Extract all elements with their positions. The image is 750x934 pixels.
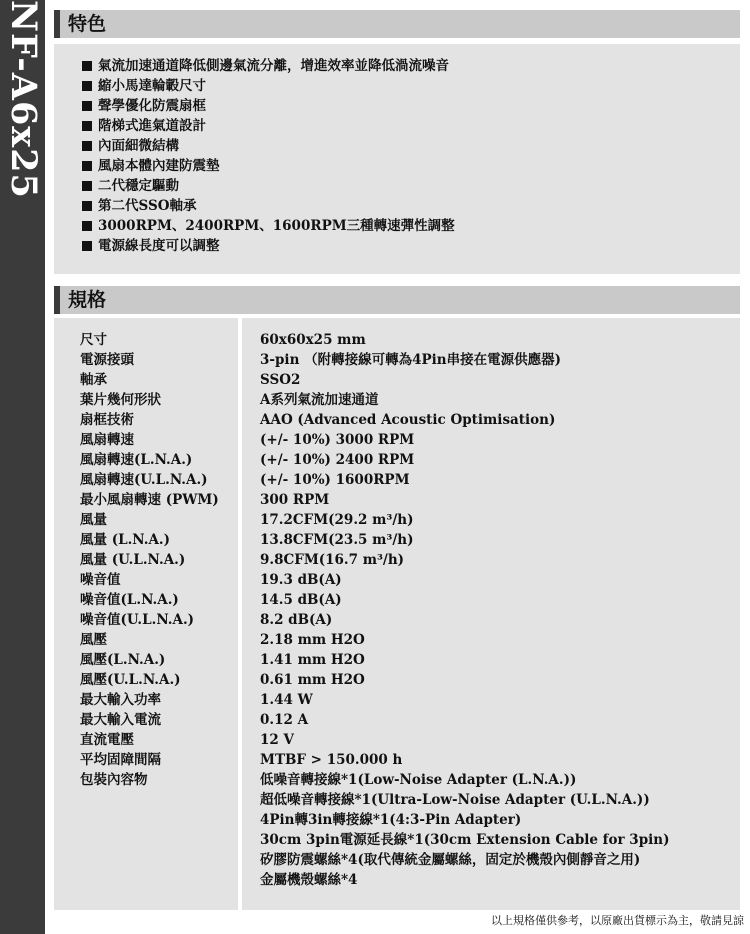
spec-label: 風壓 (80, 632, 107, 648)
spec-labels-panel (54, 318, 238, 910)
spec-value: 矽膠防震螺絲*4(取代傳統金屬螺絲，固定於機殼內側靜音之用) (260, 852, 641, 868)
spec-value: 9.8CFM(16.7 m³/h) (260, 552, 405, 568)
feature-text: 階梯式進氣道設計 (98, 118, 206, 134)
spec-value: A系列氣流加速通道 (260, 392, 379, 408)
feature-item (82, 76, 455, 96)
spec-value: 30cm 3pin電源延長線*1(30cm Extension Cable for 3pin) (260, 832, 670, 848)
spec-value: 8.2 dB(A) (260, 612, 333, 628)
spec-value: 0.61 mm H2O (260, 672, 365, 688)
spec-label: 尺寸 (80, 332, 107, 348)
spec-label: 風壓(U.L.N.A.) (80, 672, 181, 688)
feature-text: 3000RPM、2400RPM、1600RPM三種轉速彈性調整 (98, 218, 455, 234)
spec-label: 葉片幾何形狀 (80, 392, 161, 408)
spec-label: 最小風扇轉速 (PWM) (80, 492, 219, 508)
features-heading: 特色 (68, 13, 107, 35)
square-bullet-icon (82, 61, 92, 71)
spec-label: 扇框技術 (80, 412, 134, 428)
spec-value: 2.18 mm H2O (260, 632, 365, 648)
spec-label: 噪音值(L.N.A.) (80, 592, 179, 608)
feature-item (82, 156, 455, 176)
spec-label: 風量 (U.L.N.A.) (80, 552, 186, 568)
square-bullet-icon (82, 201, 92, 211)
spec-value: 金屬機殼螺絲*4 (260, 872, 358, 888)
feature-text: 縮小馬達輪轂尺寸 (98, 78, 206, 94)
spec-value: 1.41 mm H2O (260, 652, 365, 668)
square-bullet-icon (82, 221, 92, 231)
spec-label: 最大輸入功率 (80, 692, 161, 708)
spec-value: 17.2CFM(29.2 m³/h) (260, 512, 414, 528)
spec-value: 12 V (260, 732, 294, 748)
spec-value: (+/- 10%) 2400 RPM (260, 452, 415, 468)
feature-text: 內面細微結構 (98, 138, 179, 154)
specs-heading: 規格 (68, 289, 107, 311)
feature-item (82, 96, 455, 116)
spec-label: 直流電壓 (80, 732, 134, 748)
square-bullet-icon (82, 101, 92, 111)
spec-labels (80, 330, 219, 790)
feature-text: 電源線長度可以調整 (98, 238, 220, 254)
spec-value: 14.5 dB(A) (260, 592, 342, 608)
square-bullet-icon (82, 241, 92, 251)
spec-value: 4Pin轉3in轉接線*1(4:3-Pin Adapter) (260, 812, 522, 828)
spec-label: 包裝內容物 (80, 772, 148, 788)
side-bar (0, 0, 45, 934)
features-list (82, 56, 455, 256)
spec-label: 風扇轉速(U.L.N.A.) (80, 472, 208, 488)
feature-item (82, 176, 455, 196)
feature-item (82, 116, 455, 136)
square-bullet-icon (82, 161, 92, 171)
square-bullet-icon (82, 121, 92, 131)
spec-label: 風扇轉速(L.N.A.) (80, 452, 193, 468)
spec-value: 300 RPM (260, 492, 330, 508)
feature-text: 聲學優化防震扇框 (98, 98, 206, 114)
features-header (54, 10, 740, 38)
feature-text: 風扇本體內建防震墊 (98, 158, 220, 174)
spec-label: 平均固障間隔 (80, 752, 161, 768)
spec-value: (+/- 10%) 1600RPM (260, 472, 410, 488)
spec-label: 軸承 (80, 372, 107, 388)
spec-value: MTBF > 150.000 h (260, 752, 403, 768)
spec-label: 噪音值 (80, 572, 121, 588)
spec-label: 風壓(L.N.A.) (80, 652, 166, 668)
spec-value: 1.44 W (260, 692, 313, 708)
spec-value: SSO2 (260, 372, 301, 388)
feature-item (82, 56, 455, 76)
spec-label: 最大輸入電流 (80, 712, 161, 728)
header-accent (54, 286, 60, 314)
spec-value: 3-pin （附轉接線可轉為4Pin串接在電源供應器) (260, 352, 561, 368)
features-panel (54, 44, 740, 274)
spec-value: 0.12 A (260, 712, 309, 728)
spec-value: AAO (Advanced Acoustic Optimisation) (260, 412, 556, 428)
square-bullet-icon (82, 141, 92, 151)
spec-value: (+/- 10%) 3000 RPM (260, 432, 415, 448)
spec-values-panel (242, 318, 740, 910)
feature-text: 氣流加速通道降低側邊氣流分離，增進效率並降低渦流噪音 (98, 58, 449, 74)
square-bullet-icon (82, 81, 92, 91)
feature-item (82, 196, 455, 216)
feature-text: 第二代SSO軸承 (98, 198, 197, 214)
specs-header (54, 286, 740, 314)
product-title: NF-A6x25 (3, 0, 44, 199)
spec-value: 60x60x25 mm (260, 332, 366, 348)
spec-label: 噪音值(U.L.N.A.) (80, 612, 195, 628)
header-accent (54, 10, 60, 38)
spec-value: 19.3 dB(A) (260, 572, 342, 588)
spec-label: 風量 (L.N.A.) (80, 532, 171, 548)
feature-text: 二代穩定驅動 (98, 178, 179, 194)
feature-item (82, 216, 455, 236)
spec-label: 風量 (80, 512, 107, 528)
spec-value: 超低噪音轉接線*1(Ultra-Low-Noise Adapter (U.L.N.A.)) (260, 792, 650, 808)
spec-value: 13.8CFM(23.5 m³/h) (260, 532, 414, 548)
feature-item (82, 136, 455, 156)
feature-item (82, 236, 455, 256)
spec-label: 電源接頭 (80, 352, 134, 368)
spec-values (260, 330, 669, 890)
spec-label: 風扇轉速 (80, 432, 134, 448)
footer-note: 以上規格僅供參考，以原廠出貨標示為主，敬請見諒 (491, 914, 744, 927)
square-bullet-icon (82, 181, 92, 191)
spec-value: 低噪音轉接線*1(Low-Noise Adapter (L.N.A.)) (260, 772, 577, 788)
